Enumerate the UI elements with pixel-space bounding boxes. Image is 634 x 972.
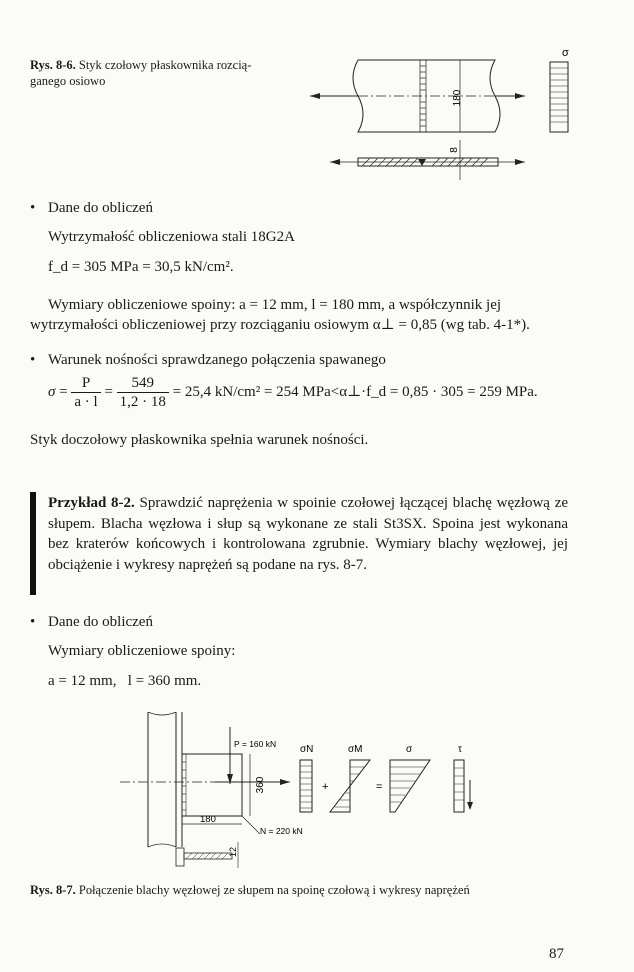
example-title: Przykład 8-2. bbox=[48, 495, 135, 511]
sigma-label-2: σ bbox=[406, 744, 413, 755]
a-l-values: a = 12 mm, l = 360 mm. bbox=[48, 673, 202, 689]
weld-dims-text-2: Wymiary obliczeniowe spoiny: bbox=[48, 643, 236, 659]
load-n-label: N = 220 kN bbox=[260, 826, 303, 836]
example-8-2 bbox=[48, 493, 568, 575]
bullet-input-data-2: • Dane do obliczeń bbox=[48, 612, 153, 633]
sigma-equation: σ = $\frac{P}{a \cdot l}$ = $\frac{549}{1,2 \cdot 18}$ = 25,4 kN/cm² = 254 MPa<α⊥·f_d = 0,85 · 305 = 259 MPa. bbox=[48, 375, 538, 410]
weld-dims-line-1: Wymiary obliczeniowe spoiny: a = 12 mm, l = 180 mm, a współczynnik jej bbox=[48, 297, 502, 313]
figure-label-2: Rys. 8-7. bbox=[30, 883, 76, 897]
caption-line-2: ganego osiowo bbox=[30, 74, 106, 88]
tau-label: τ bbox=[458, 744, 462, 755]
caption-line-1: Styk czołowy płaskownika rozcią- bbox=[78, 58, 252, 72]
dim-180-label: 180 bbox=[200, 814, 216, 825]
sigma-m-label: σM bbox=[348, 744, 363, 755]
fd-formula: f_d = 305 MPa = 30,5 kN/cm². bbox=[48, 259, 234, 275]
weld-dims-line-2: wytrzymałości obliczeniowej przy rozciąganiu osiowym α⊥ = 0,85 (wg tab. 4-1*). bbox=[30, 317, 530, 333]
example-text: Sprawdzić naprężenia w spoinie czołowej łączącej blachę węzłową ze słupem. Blacha węzłowa i słup są wykonane ze stali St3SX. Spoina jest wykonana bez kraterów końcowych i kontrolowana zgrubnie. Wymiary blachy węzłowej, jej obciążenie i wykresy naprężeń są podane na rys. 8-7. bbox=[48, 495, 569, 573]
fraction-values bbox=[117, 374, 169, 411]
example-marker-bar bbox=[30, 492, 36, 595]
bullet-condition: • Warunek nośności sprawdzanego połączenia spawanego bbox=[48, 350, 386, 371]
fraction-p-al bbox=[71, 374, 100, 411]
figure-8-7-caption bbox=[30, 882, 610, 898]
figure-8-6-drawing bbox=[300, 40, 620, 190]
sigma-n-label: σN bbox=[300, 744, 314, 755]
numerator-p: P bbox=[71, 374, 100, 393]
figure-8-7-drawing bbox=[120, 712, 500, 872]
conclusion-text: Styk doczołowy płaskownika spełnia warunek nośności. bbox=[30, 432, 369, 448]
sigma-label: σ bbox=[562, 47, 569, 59]
dim-12-label: 12 bbox=[228, 846, 238, 858]
caption-text-2: Połączenie blachy węzłowej ze słupem na spoinę czołową i wykresy naprężeń bbox=[78, 883, 470, 897]
equation-rest: = 25,4 kN/cm² = 254 MPa<α⊥·f_d = 0,85 · 305 = 259 MPa. bbox=[172, 383, 538, 400]
figure-8-6-caption bbox=[30, 57, 320, 89]
dim-360-label: 360 bbox=[255, 776, 266, 794]
dim-8-label: 8 bbox=[449, 147, 460, 153]
denominator-al: a · l bbox=[74, 394, 98, 410]
load-p-label: P = 160 kN bbox=[234, 739, 277, 749]
plus-sign: + bbox=[322, 781, 329, 793]
steel-strength-text: Wytrzymałość obliczeniowa stali 18G2A bbox=[48, 229, 295, 245]
figure-label: Rys. 8-6. bbox=[30, 58, 76, 72]
denominator-values: 1,2 · 18 bbox=[119, 394, 166, 410]
numerator-549: 549 bbox=[117, 374, 169, 393]
dim-180-label: 180 bbox=[452, 89, 463, 107]
page-number: 87 bbox=[549, 946, 564, 962]
bullet-input-data: • Dane do obliczeń bbox=[48, 198, 153, 219]
equals-sign: = bbox=[376, 781, 383, 793]
